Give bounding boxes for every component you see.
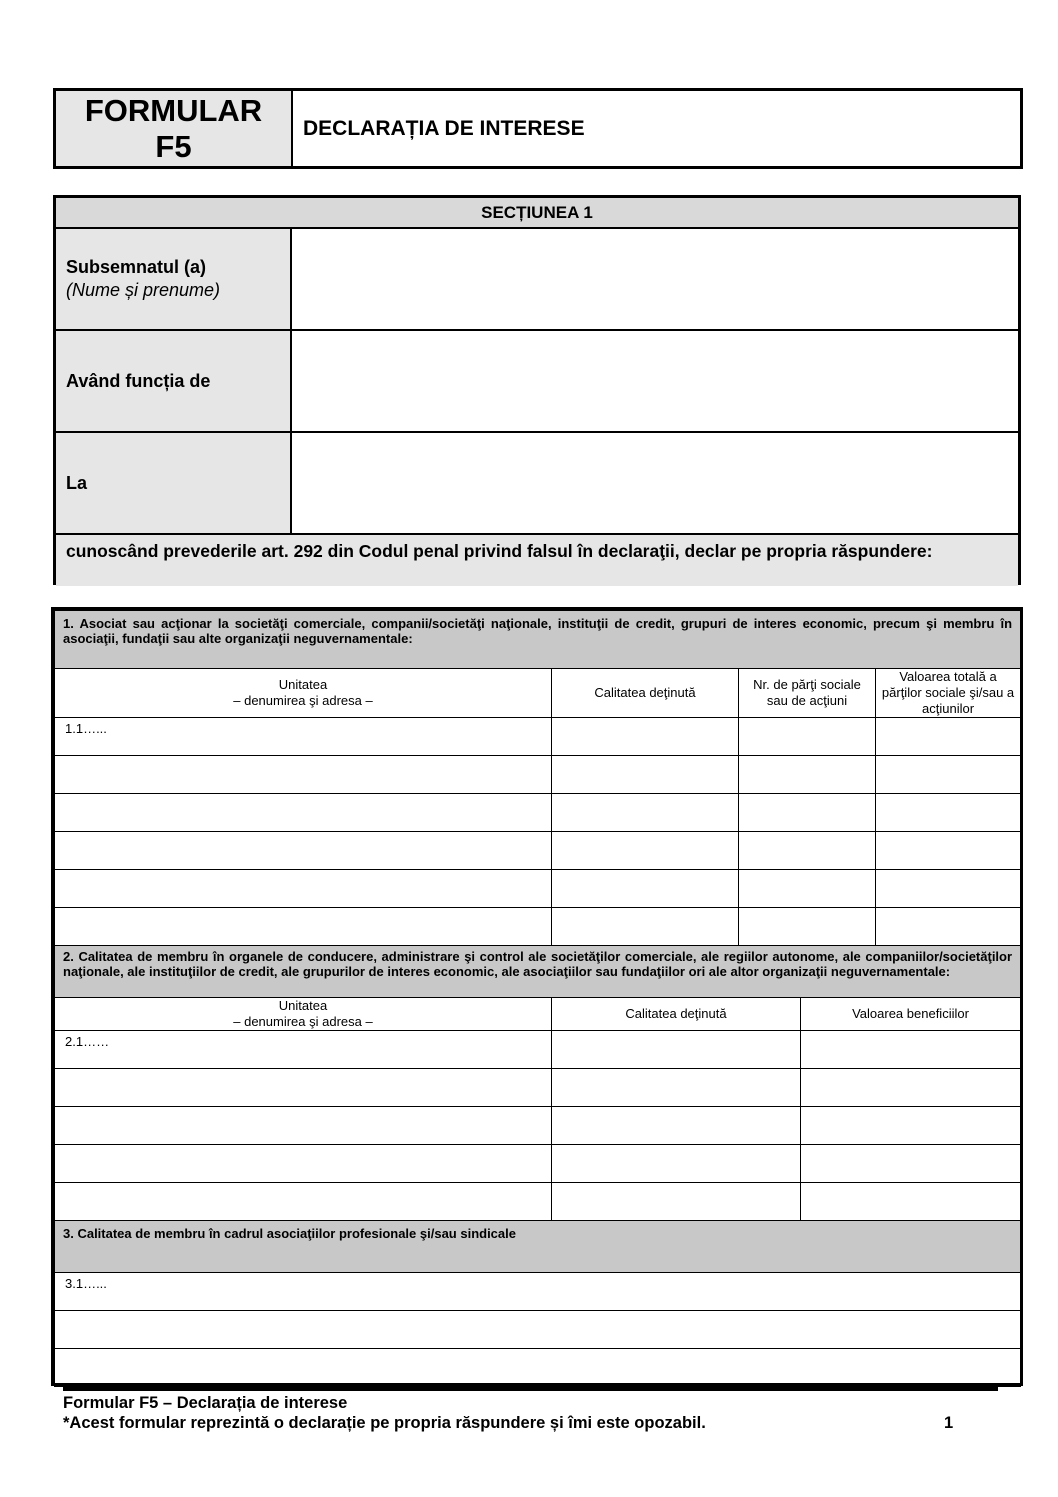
section-1-title: SECȚIUNEA 1	[56, 198, 1018, 229]
page-number: 1	[944, 1414, 954, 1432]
table-cell[interactable]	[55, 870, 552, 908]
q1-col-unit-line1: Unitatea	[278, 677, 328, 692]
q1-col-quality: Calitatea deţinută	[552, 669, 739, 718]
table-row	[55, 1107, 1021, 1145]
interests-table	[51, 607, 1023, 1386]
section-1	[53, 195, 1021, 585]
table-cell[interactable]	[55, 1183, 552, 1221]
q1-col-value: Valoarea totală a părţilor sociale şi/sau a acţiunilor	[876, 669, 1021, 718]
table-cell[interactable]	[739, 832, 876, 870]
name-label: Subsemnatul (a)	[66, 257, 207, 277]
table-cell[interactable]	[876, 908, 1021, 946]
institution-row	[56, 433, 1018, 535]
q1-col-unit	[55, 669, 552, 718]
table-row	[55, 1145, 1021, 1183]
interests-grid	[54, 610, 1021, 1387]
q2-col-benefit: Valoarea beneficiilor	[801, 998, 1021, 1031]
q2-col-unit-line1: Unitatea	[278, 998, 328, 1013]
table-cell[interactable]	[739, 870, 876, 908]
table-cell[interactable]	[739, 718, 876, 756]
q1-row-label[interactable]: 1.1…...	[55, 718, 552, 756]
name-label-cell	[56, 229, 292, 329]
table-row	[55, 908, 1021, 946]
q1-col-shares: Nr. de părţi sociale sau de acţiuni	[739, 669, 876, 718]
table-cell[interactable]	[55, 1311, 1021, 1349]
table-cell[interactable]	[801, 1031, 1021, 1069]
table-cell[interactable]	[739, 794, 876, 832]
table-cell[interactable]	[552, 1069, 801, 1107]
q1-col-unit-line2: – denumirea şi adresa –	[233, 693, 373, 708]
table-cell[interactable]	[876, 756, 1021, 794]
table-row	[55, 1031, 1021, 1069]
q1-heading: 1. Asociat sau acţionar la societăţi comerciale, companii/societăţi naţionale, instituţii de credit, grupuri de interes economic, precum şi membru în asociaţii, fundaţii sau alte organizaţii neguvernamentale:	[55, 611, 1021, 669]
table-row	[55, 718, 1021, 756]
name-field[interactable]	[292, 229, 1018, 329]
table-cell[interactable]	[552, 870, 739, 908]
footer-rule	[63, 1387, 998, 1391]
function-label: Având funcția de	[56, 331, 292, 431]
table-cell[interactable]	[552, 718, 739, 756]
table-cell[interactable]	[801, 1145, 1021, 1183]
q2-row-label[interactable]: 2.1……	[55, 1031, 552, 1069]
q2-col-unit	[55, 998, 552, 1031]
table-cell[interactable]	[552, 756, 739, 794]
table-cell[interactable]	[552, 1145, 801, 1183]
table-row	[55, 794, 1021, 832]
declaration-statement: cunoscând prevederile art. 292 din Codul penal privind falsul în declaraţii, declar pe propria răspundere:	[56, 535, 1018, 586]
table-row	[55, 832, 1021, 870]
function-field[interactable]	[292, 331, 1018, 431]
form-header	[53, 88, 1023, 169]
form-code	[56, 91, 293, 166]
q3-heading: 3. Calitatea de membru în cadrul asociaţiilor profesionale şi/sau sindicale	[55, 1221, 1021, 1273]
table-row	[55, 1069, 1021, 1107]
table-cell[interactable]	[55, 756, 552, 794]
table-cell[interactable]	[55, 908, 552, 946]
institution-field[interactable]	[292, 433, 1018, 533]
table-cell[interactable]	[876, 794, 1021, 832]
table-cell[interactable]	[876, 718, 1021, 756]
table-cell[interactable]	[552, 794, 739, 832]
q3-row-label[interactable]: 3.1…...	[55, 1273, 1021, 1311]
table-cell[interactable]	[552, 832, 739, 870]
form-title: DECLARAȚIA DE INTERESE	[303, 116, 585, 140]
table-cell[interactable]	[55, 1349, 1021, 1387]
table-row	[55, 1273, 1021, 1311]
q2-heading: 2. Calitatea de membru în organele de conducere, administrare şi control ale societăţilor comerciale, ale regiilor autonome, ale companiilor/societăţilor naţionale, ale instituţiilor de credit, ale grupurilor de interes economic, ale asociaţiilor sau fundaţiilor ori ale altor organizaţii neguvernamentale:	[55, 946, 1021, 998]
table-row	[55, 870, 1021, 908]
footer-form-name: Formular F5 – Declarația de interese	[63, 1394, 348, 1412]
table-cell[interactable]	[552, 908, 739, 946]
footer-disclaimer: *Acest formular reprezintă o declarație pe propria răspundere și îmi este opozabil.	[63, 1414, 706, 1432]
table-cell[interactable]	[552, 1183, 801, 1221]
table-row	[55, 1183, 1021, 1221]
table-cell[interactable]	[801, 1183, 1021, 1221]
table-cell[interactable]	[739, 756, 876, 794]
table-row	[55, 1349, 1021, 1387]
institution-label: La	[56, 433, 292, 533]
table-row	[55, 1311, 1021, 1349]
table-cell[interactable]	[55, 1069, 552, 1107]
table-cell[interactable]	[552, 1031, 801, 1069]
form-code-line2: F5	[155, 128, 192, 164]
function-row	[56, 331, 1018, 433]
name-row	[56, 229, 1018, 331]
q2-col-quality: Calitatea deţinută	[552, 998, 801, 1031]
table-cell[interactable]	[876, 870, 1021, 908]
q2-col-unit-line2: – denumirea şi adresa –	[233, 1014, 373, 1029]
table-cell[interactable]	[739, 908, 876, 946]
table-cell[interactable]	[876, 832, 1021, 870]
table-cell[interactable]	[801, 1107, 1021, 1145]
table-cell[interactable]	[55, 794, 552, 832]
table-cell[interactable]	[55, 1107, 552, 1145]
table-cell[interactable]	[55, 1145, 552, 1183]
name-hint: (Nume și prenume)	[66, 280, 221, 300]
table-row	[55, 756, 1021, 794]
table-cell[interactable]	[552, 1107, 801, 1145]
table-cell[interactable]	[55, 832, 552, 870]
table-cell[interactable]	[801, 1069, 1021, 1107]
form-code-line1: FORMULAR	[84, 92, 263, 128]
